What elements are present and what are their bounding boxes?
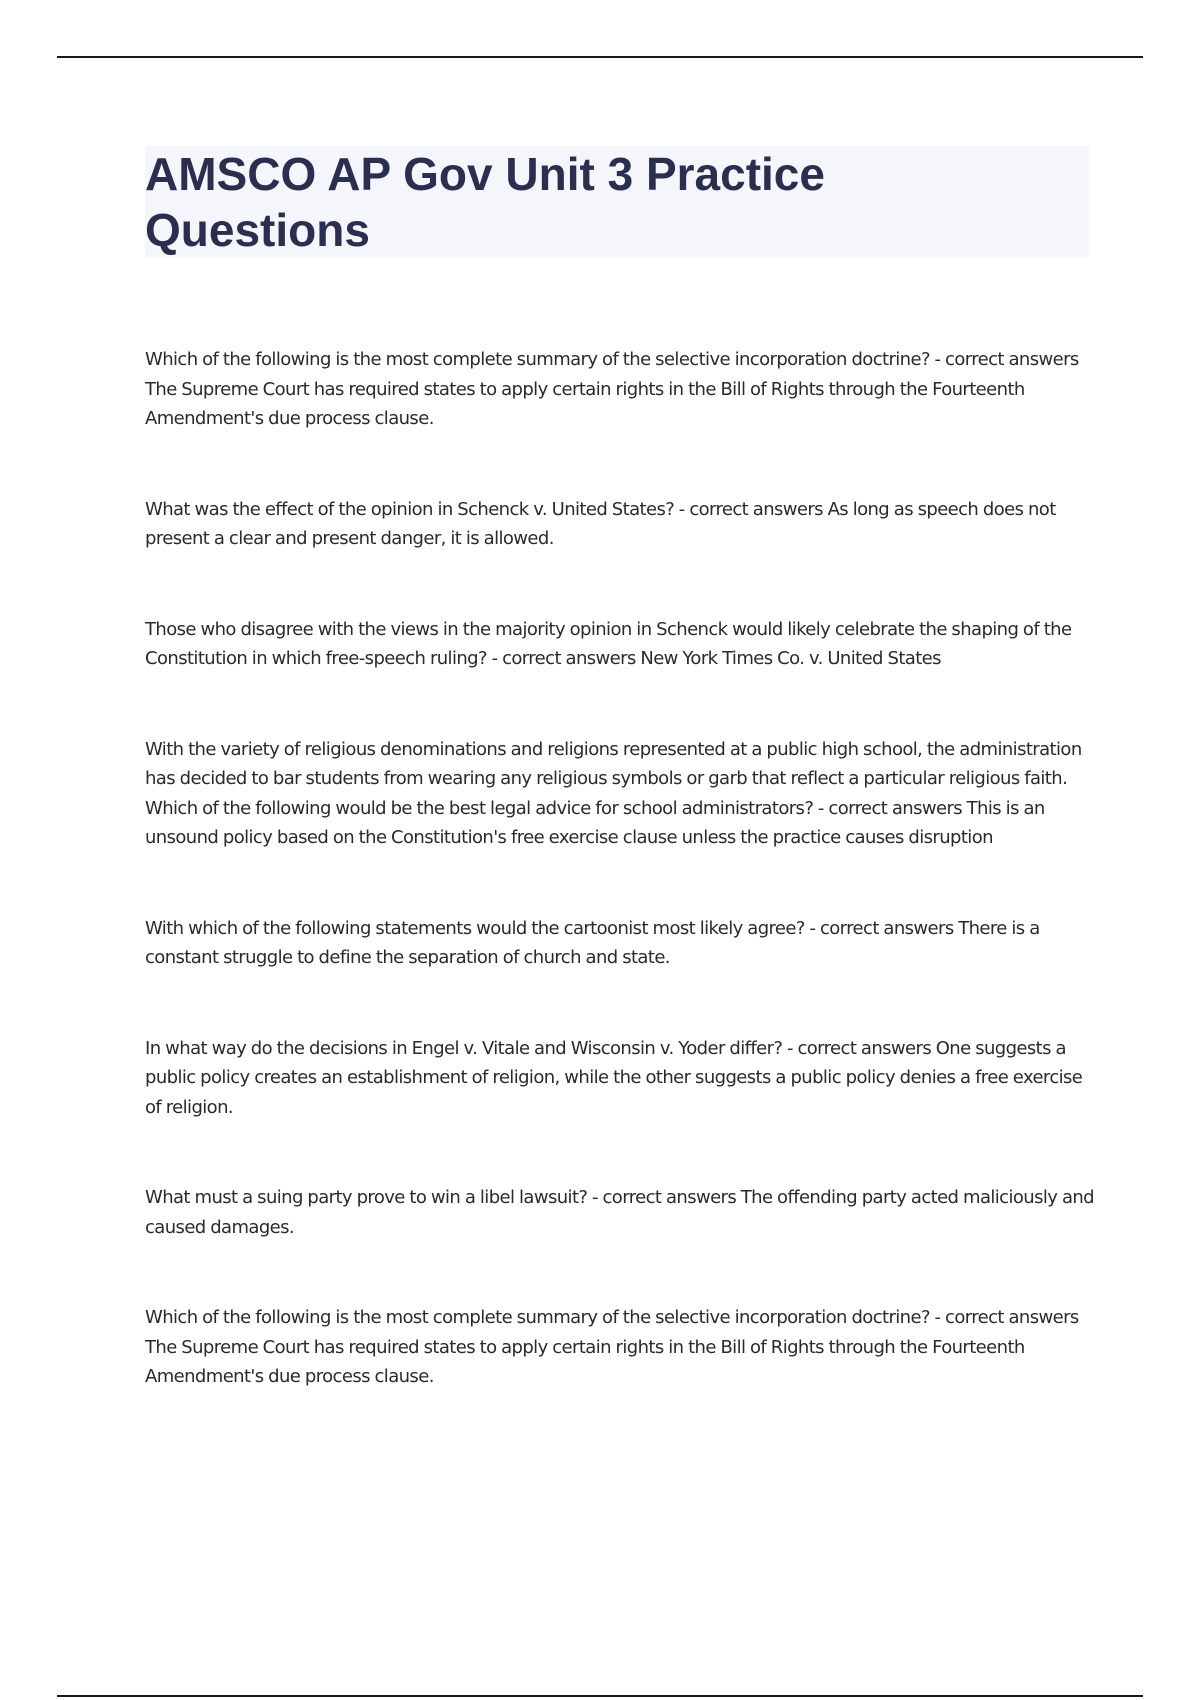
qa-entry: With which of the following statements would the cartoonist most likely agree? - correct answers There is a constant struggle to define the separation of church and state. — [145, 917, 1040, 968]
qa-entry: Which of the following is the most complete summary of the selective incorporation doctrine? - correct answers The Supreme Court has required states to apply certain rights in the Bill of Rights through the Fourteenth Amendment's due process clause. — [145, 1307, 1079, 1387]
page-title-line-2: Questions — [145, 204, 370, 256]
bottom-divider — [57, 1695, 1143, 1697]
qa-entry: In what way do the decisions in Engel v. Vitale and Wisconsin v. Yoder differ? - correct answers One suggests a public policy creates an establishment of religion, while the other suggests a public policy denies a free exercise of religion. — [145, 1037, 1083, 1118]
qa-entry: Which of the following is the most complete summary of the selective incorporation doctrine? - correct answers The Supreme Court has required states to apply certain rights in the Bill of Rights through the Fourteenth Amendment's due process clause. — [145, 349, 1079, 429]
title-banner — [145, 146, 1089, 257]
qa-entry: Those who disagree with the views in the majority opinion in Schenck would likely celebrate the shaping of the Constitution in which free-speech ruling? - correct answers New York Times Co. v. United States — [145, 618, 1072, 669]
page-title — [145, 146, 1089, 258]
qa-entry: With the variety of religious denominations and religions represented at a public high school, the administration has decided to bar students from wearing any religious symbols or garb that reflect a particular religious faith. Which of the following would be the best legal advice for school administrators? - correct answers This is an unsound policy based on the Constitution's free exercise clause unless the practice causes disruption — [145, 738, 1082, 848]
question-list — [145, 345, 1095, 1453]
qa-entry: What was the effect of the opinion in Schenck v. United States? - correct answers As long as speech does not present a clear and present danger, it is allowed. — [145, 498, 1056, 549]
top-divider — [57, 56, 1143, 58]
page-title-line-1: AMSCO AP Gov Unit 3 Practice — [145, 148, 825, 200]
qa-entry: What must a suing party prove to win a libel lawsuit? - correct answers The offending party acted maliciously and caused damages. — [145, 1187, 1095, 1238]
